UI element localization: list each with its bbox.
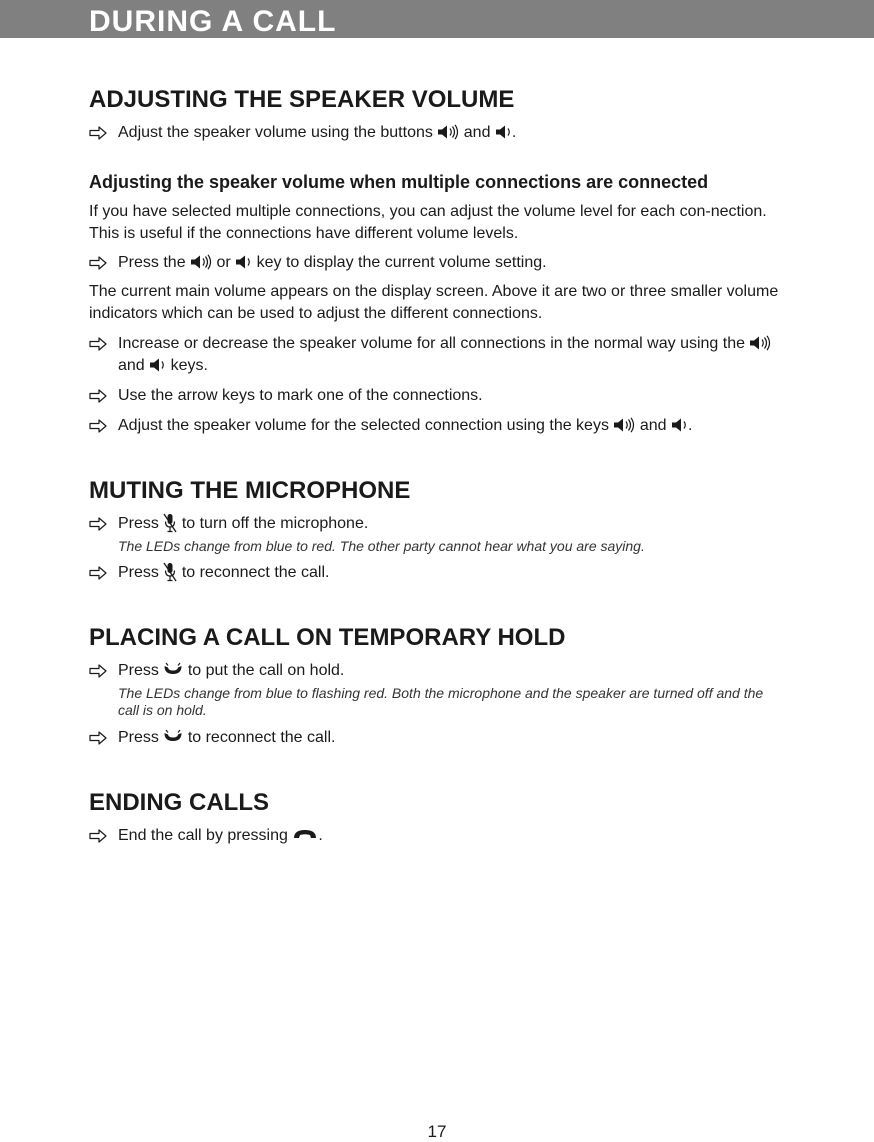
step-text: Increase or decrease the speaker volume for all connections in the normal way using the [118,335,746,352]
arrow-right-icon [89,731,107,745]
step-mark-connection [89,385,779,407]
document-content [89,84,779,847]
step-mute-off [89,562,779,584]
step-text: Press [118,662,159,679]
step-text: Press [118,729,159,746]
step-hold-on [89,660,779,682]
note-mute-leds: The LEDs change from blue to red. The other party cannot hear what you are saying. [118,538,645,554]
volume-up-icon [749,335,771,351]
microphone-mute-icon [163,513,177,533]
page-number: 17 [427,1122,447,1141]
arrow-right-icon [89,829,107,843]
step-text: and [639,417,667,434]
step-text: or [216,254,231,271]
arrow-right-icon [89,664,107,678]
microphone-mute-icon [163,562,177,582]
volume-up-icon [437,124,459,140]
paragraph-multiple-connections: If you have selected multiple connections, you can adjust the volume level for each con-nection. This is useful if the connections have different volume levels. [89,203,767,242]
step-text: Adjust the speaker volume for the selected connection using the keys [118,417,609,434]
step-text: to put the call on hold. [187,662,345,679]
step-text: Use the arrow keys to mark one of the connections. [118,387,483,404]
volume-down-icon [149,357,166,373]
section-heading-mute: MUTING THE MICROPHONE [89,477,411,504]
step-text: key to display the current volume setting. [256,254,547,271]
arrow-right-icon [89,389,107,403]
section-speaker-volume [89,84,779,437]
step-text: Adjust the speaker volume using the buttons [118,124,433,141]
volume-down-icon [235,254,252,270]
hold-icon [163,662,183,676]
volume-down-icon [495,124,512,140]
volume-up-icon [613,417,635,433]
arrow-right-icon [89,337,107,351]
step-text: and [463,124,491,141]
section-heading-speaker-volume: ADJUSTING THE SPEAKER VOLUME [89,86,515,113]
section-ending-calls [89,787,779,847]
end-call-icon [292,827,318,841]
step-text: Press [118,515,159,532]
step-end-call [89,825,779,847]
arrow-right-icon [89,419,107,433]
step-adjust-volume [89,122,779,144]
paragraph-main-volume: The current main volume appears on the display screen. Above it are two or three smaller volume indicators which can be used to adjust the different connections. [89,283,779,322]
arrow-right-icon [89,517,107,531]
step-text: Press the [118,254,186,271]
section-temporary-hold [89,622,779,749]
arrow-right-icon [89,126,107,140]
step-adjust-selected-volume [89,415,779,437]
note-hold-leds: The LEDs change from blue to flashing red. Both the microphone and the speaker are turned off and the call is on hold. [118,685,764,718]
section-muting-microphone [89,475,779,584]
step-text: to reconnect the call. [187,729,336,746]
volume-up-icon [190,254,212,270]
page-title: DURING A CALL [89,5,337,38]
step-text: End the call by pressing [118,827,288,844]
arrow-right-icon [89,566,107,580]
hold-icon [163,729,183,743]
step-text: . [688,417,693,434]
step-text: to reconnect the call. [181,564,330,581]
step-text: . [511,124,517,141]
step-text: Press [118,564,159,581]
section-heading-hold: PLACING A CALL ON TEMPORARY HOLD [89,624,566,651]
step-text: and [118,357,145,374]
sub-heading-multiple-connections: Adjusting the speaker volume when multiple connections are connected [89,172,709,192]
arrow-right-icon [89,256,107,270]
step-mute-on [89,513,779,535]
volume-down-icon [671,417,688,433]
step-display-volume [89,252,779,274]
section-heading-end: ENDING CALLS [89,789,269,816]
step-text: . [318,827,323,844]
step-change-all-volume [89,333,779,377]
step-text: keys. [170,357,208,374]
step-text: to turn off the microphone. [181,515,369,532]
step-hold-off [89,727,779,749]
